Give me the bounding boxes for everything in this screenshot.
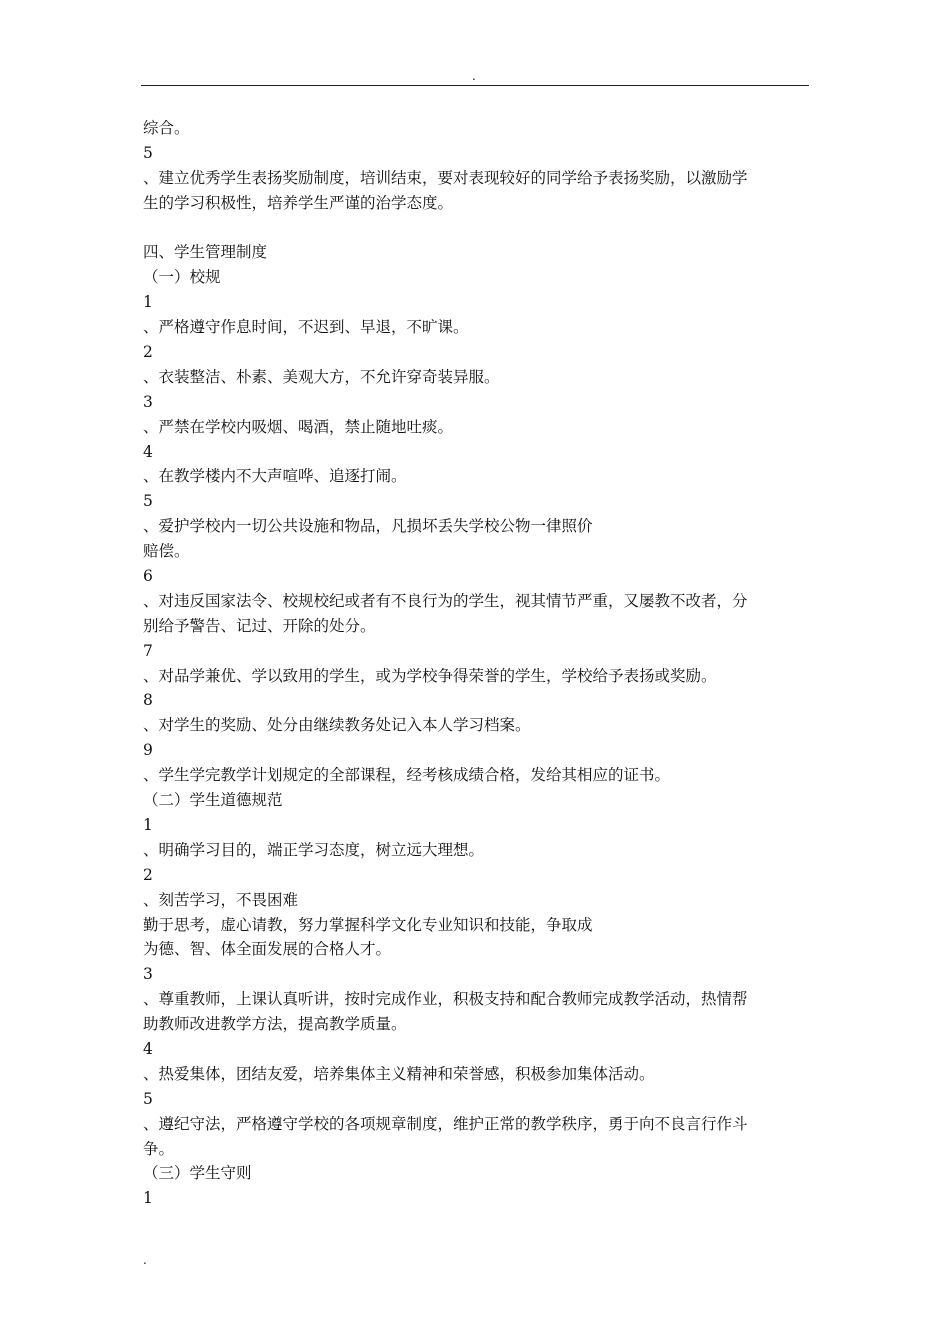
text-line: 8: [143, 691, 153, 710]
text-line: 生的学习积极性，培养学生严谨的治学态度。: [143, 193, 454, 212]
text-line: 、学生学完教学计划规定的全部课程，经考核成绩合格，发给其相应的证书。: [143, 766, 671, 785]
document-body: [143, 116, 809, 1211]
text-line: 争。: [143, 1139, 175, 1158]
text-line: 、严格遵守作息时间，不迟到、早退，不旷课。: [143, 318, 469, 337]
text-line: 、对学生的奖励、处分由继续教务处记入本人学习档案。: [143, 716, 531, 735]
text-line: 9: [143, 741, 153, 760]
text-line: （一）校规: [143, 268, 221, 287]
text-line: 、严禁在学校内吸烟、喝酒，禁止随地吐痰。: [143, 417, 454, 436]
text-line: 5: [143, 1089, 153, 1108]
text-line: 为德、智、体全面发展的合格人才。: [143, 940, 392, 959]
text-line: 勤于思考，虚心请教，努力掌握科学文化专业知识和技能，争取成: [143, 915, 593, 934]
header-rule: [141, 85, 809, 86]
text-line: 别给予警告、记过、开除的处分。: [143, 616, 376, 635]
text-line: 2: [143, 343, 153, 362]
text-line: 助教师改进教学方法，提高教学质量。: [143, 1015, 407, 1034]
text-line: 、热爱集体，团结友爱，培养集体主义精神和荣誉感，积极参加集体活动。: [143, 1064, 655, 1083]
header-mark: .: [472, 69, 476, 83]
text-line: 四、学生管理制度: [143, 243, 268, 262]
text-line: 、对违反国家法令、校规校纪或者有不良行为的学生，视其情节严重，又屡教不改者，分: [143, 591, 748, 610]
text-line: 3: [143, 965, 153, 984]
text-line: 、爱护学校内一切公共设施和物品，凡损坏丢失学校公物一律照价: [143, 517, 593, 536]
text-line: 、对品学兼优、学以致用的学生，或为学校争得荣誉的学生，学校给予表扬或奖励。: [143, 666, 717, 685]
text-line: 7: [143, 641, 153, 660]
text-line: （二）学生道德规范: [143, 791, 283, 810]
text-line: 4: [143, 1039, 153, 1058]
text-line: 、遵纪守法，严格遵守学校的各项规章制度，维护正常的教学秩序，勇于向不良言行作斗: [143, 1114, 748, 1133]
text-line: 3: [143, 392, 153, 411]
text-line: 6: [143, 567, 153, 586]
text-line: 1: [143, 815, 153, 834]
text-line: 5: [143, 143, 153, 162]
text-line: 4: [143, 442, 153, 461]
text-line: 、在教学楼内不大声喧哗、追逐打闹。: [143, 467, 407, 486]
text-line: 赔偿。: [143, 542, 190, 561]
text-line: 1: [143, 1189, 153, 1208]
footer-mark: .: [143, 1253, 147, 1267]
text-line: 综合。: [143, 119, 190, 137]
text-line: 2: [143, 865, 153, 884]
text-line: （三）学生守则: [143, 1164, 252, 1183]
text-line: 5: [143, 492, 153, 511]
text-line: 、衣装整洁、朴素、美观大方，不允许穿奇装异服。: [143, 367, 500, 386]
text-line: 、建立优秀学生表扬奖励制度，培训结束，要对表现较好的同学给予表扬奖励，以激励学: [143, 168, 748, 187]
text-line: 、明确学习目的，端正学习态度，树立远大理想。: [143, 840, 485, 859]
blank-line: [143, 216, 809, 241]
text-line: 1: [143, 293, 153, 312]
text-line: 、尊重教师，上课认真听讲，按时完成作业，积极支持和配合教师完成教学活动，热情帮: [143, 990, 748, 1009]
text-line: 、刻苦学习，不畏困难: [143, 890, 299, 909]
